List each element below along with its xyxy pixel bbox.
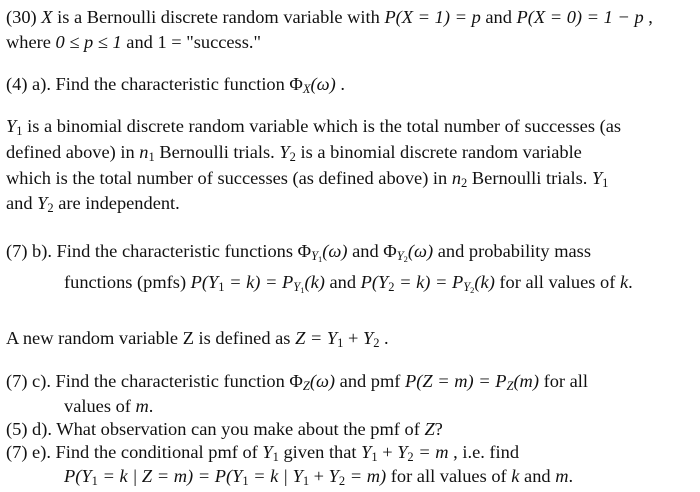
part-e-line-1	[6, 441, 519, 463]
text-period: .	[335, 74, 345, 94]
part-e-text-2: given that	[278, 442, 362, 462]
sub-2: 2	[338, 474, 346, 489]
var-Y1: Y	[6, 116, 17, 136]
eq-pz: P(Z = m) = P	[405, 371, 507, 391]
y-description-line-2	[6, 141, 582, 163]
y-desc-text-2b: Bernoulli trials.	[154, 142, 280, 162]
var-P: P	[451, 272, 464, 292]
equation-p-x-0: P(X = 0) = 1 − p	[516, 7, 644, 27]
y-desc-text-3: which is the total number of successes (as defined above) in	[6, 168, 452, 188]
eq-k: = k) =	[224, 272, 283, 292]
problem-statement-line-2	[6, 31, 261, 53]
y-desc-text-1: is a binomial discrete random variable which is the total number of successes (as	[22, 116, 622, 136]
y-description-line-4	[6, 192, 180, 214]
part-d	[6, 418, 443, 440]
z-definition	[6, 327, 389, 349]
sub-Y: Y	[463, 280, 471, 295]
var-Y1: Y	[361, 442, 372, 462]
sub-1: 1	[300, 285, 305, 296]
sub-2: 2	[388, 280, 395, 295]
sub-Z: Z	[506, 379, 514, 394]
sub-1: 1	[91, 474, 98, 489]
var-k: k	[619, 272, 629, 292]
sub-1: 1	[371, 450, 378, 465]
part-b-line-1	[6, 240, 591, 265]
var-k: k	[511, 466, 520, 486]
text-period: .	[628, 272, 633, 292]
part-c-text-2: and pmf	[335, 371, 406, 391]
y-desc-text-2c: is a binomial discrete random variable	[295, 142, 582, 162]
sub-1: 1	[337, 336, 344, 351]
plus-sign: +	[377, 442, 398, 462]
sub-2: 2	[403, 254, 408, 265]
arg-k: (k)	[304, 272, 325, 292]
phi-arg: (ω)	[310, 74, 336, 94]
var-Y2: Y	[377, 272, 389, 292]
phi-arg: (ω)	[322, 241, 348, 261]
var-P: P	[360, 272, 372, 292]
part-b-text: (7) b). Find the characteristic functions	[6, 241, 298, 261]
eq-part: = k | Z = m) = P(	[97, 466, 233, 486]
var-Y2: Y	[362, 328, 374, 348]
var-Y2: Y	[279, 142, 290, 162]
text-and: and	[480, 7, 517, 27]
sub-Y: Y	[311, 249, 319, 264]
part-e-line-2	[64, 465, 573, 487]
sub-2: 2	[407, 450, 414, 465]
sub-1: 1	[272, 450, 279, 465]
sub-2: 2	[47, 201, 54, 216]
problem-number: (30)	[6, 7, 37, 27]
var-m: m	[135, 396, 149, 416]
sub-1: 1	[218, 280, 225, 295]
sub-1: 1	[148, 150, 155, 165]
part-c-line-1	[6, 370, 588, 392]
sub-2: 2	[373, 336, 380, 351]
part-e-text: (7) e). Find the conditional pmf of	[6, 442, 263, 462]
text-period: .	[379, 328, 389, 348]
eq-k: = k) =	[394, 272, 452, 292]
equation-p-x-1: P(X = 1) = p	[384, 7, 481, 27]
question-mark: ?	[434, 419, 443, 439]
equation-p-range: 0 ≤ p ≤ 1	[55, 32, 122, 52]
sub-1: 1	[242, 474, 249, 489]
phi-symbol: Φ	[289, 371, 303, 391]
plus-sign: +	[343, 328, 363, 348]
sub-Z: Z	[302, 379, 310, 394]
y-desc-text-4b: are independent.	[53, 193, 180, 213]
var-Y1: Y	[292, 466, 303, 486]
sub-2: 2	[470, 285, 475, 296]
z-def-text: A new random variable Z is defined as	[6, 328, 296, 348]
var-Z: Z	[424, 419, 435, 439]
eq-part: = k |	[248, 466, 293, 486]
sub-2: 2	[289, 150, 296, 165]
sub-1: 1	[602, 176, 609, 191]
phi-x	[289, 74, 336, 97]
var-P: P	[190, 272, 202, 292]
y-desc-text-4a: and	[6, 193, 38, 213]
phi-symbol: Φ	[297, 241, 312, 261]
eq-z: Z =	[295, 328, 327, 348]
var-m: m	[555, 466, 569, 486]
var-Y1: Y	[208, 272, 219, 292]
sub-1: 1	[318, 254, 323, 265]
text-and: and	[519, 466, 556, 486]
var-Y1: Y	[326, 328, 338, 348]
part-e-text-3: , i.e. find	[448, 442, 520, 462]
phi-sub-x: X	[302, 82, 311, 97]
phi-arg: (ω)	[309, 371, 336, 391]
var-Y1: Y	[232, 466, 243, 486]
var-Y1: Y	[81, 466, 92, 486]
arg-k: (k)	[474, 272, 495, 292]
plus-sign: +	[309, 466, 329, 486]
y-desc-text-3b: Bernoulli trials.	[467, 168, 592, 188]
var-P: P	[282, 272, 294, 292]
text-and: and	[324, 272, 361, 292]
statement-text: is a Bernoulli discrete random variable with	[52, 7, 385, 27]
y-desc-text-2a: defined above) in	[6, 142, 140, 162]
phi-symbol: Φ	[289, 74, 303, 94]
part-a	[6, 73, 345, 95]
part-b-line-2: functions (pmfs) $P(Y_1 = k) = P_{Y_1}(k)$ and $P(Y_2 = k) = P_{Y_2}(k)$ for all values of k.	[64, 272, 633, 296]
eq-part: = m)	[345, 466, 387, 486]
var-Y2: Y	[397, 442, 408, 462]
sub-1: 1	[302, 474, 310, 489]
sub-Y: Y	[293, 280, 301, 295]
eq-part: P(	[64, 466, 82, 486]
part-b-text-4: for all values of	[494, 272, 620, 292]
part-c-text: (7) c). Find the characteristic function	[6, 371, 290, 391]
part-c-line-2	[64, 395, 153, 417]
text-period: .	[568, 466, 574, 486]
part-c-text-4: values of	[64, 396, 136, 416]
var-n2: n	[451, 168, 462, 188]
y-description-line-3	[6, 167, 608, 189]
part-b-text-3: functions (pmfs)	[64, 272, 191, 292]
eq-m: = m	[413, 442, 449, 462]
var-Y1: Y	[262, 442, 273, 462]
sub-Y: Y	[396, 249, 404, 264]
y-description-line-1	[6, 115, 621, 137]
text-where: where	[6, 32, 56, 52]
text-success-def: and 1 = "success."	[121, 32, 261, 52]
part-b-text-2: and probability mass	[433, 241, 591, 261]
phi-arg: (ω)	[407, 241, 434, 261]
part-a-text: (4) a). Find the characteristic function	[6, 74, 290, 94]
part-e-text-4: for all values of	[386, 466, 512, 486]
sub-2: 2	[461, 176, 468, 191]
text-comma: ,	[643, 7, 653, 27]
var-Y2: Y	[328, 466, 339, 486]
var-Y2: Y	[37, 193, 48, 213]
arg-m: (m)	[513, 371, 539, 391]
text-and: and	[347, 241, 384, 261]
part-c-text-3: for all	[538, 371, 588, 391]
problem-statement-line-1	[6, 6, 653, 28]
part-d-text: (5) d). What observation can you make about the pmf of	[6, 419, 425, 439]
var-n1: n	[139, 142, 149, 162]
var-Y1: Y	[591, 168, 603, 188]
sub-1: 1	[16, 124, 23, 139]
var-X: X	[41, 7, 53, 27]
phi-symbol: Φ	[383, 241, 397, 261]
text-period: .	[148, 396, 154, 416]
